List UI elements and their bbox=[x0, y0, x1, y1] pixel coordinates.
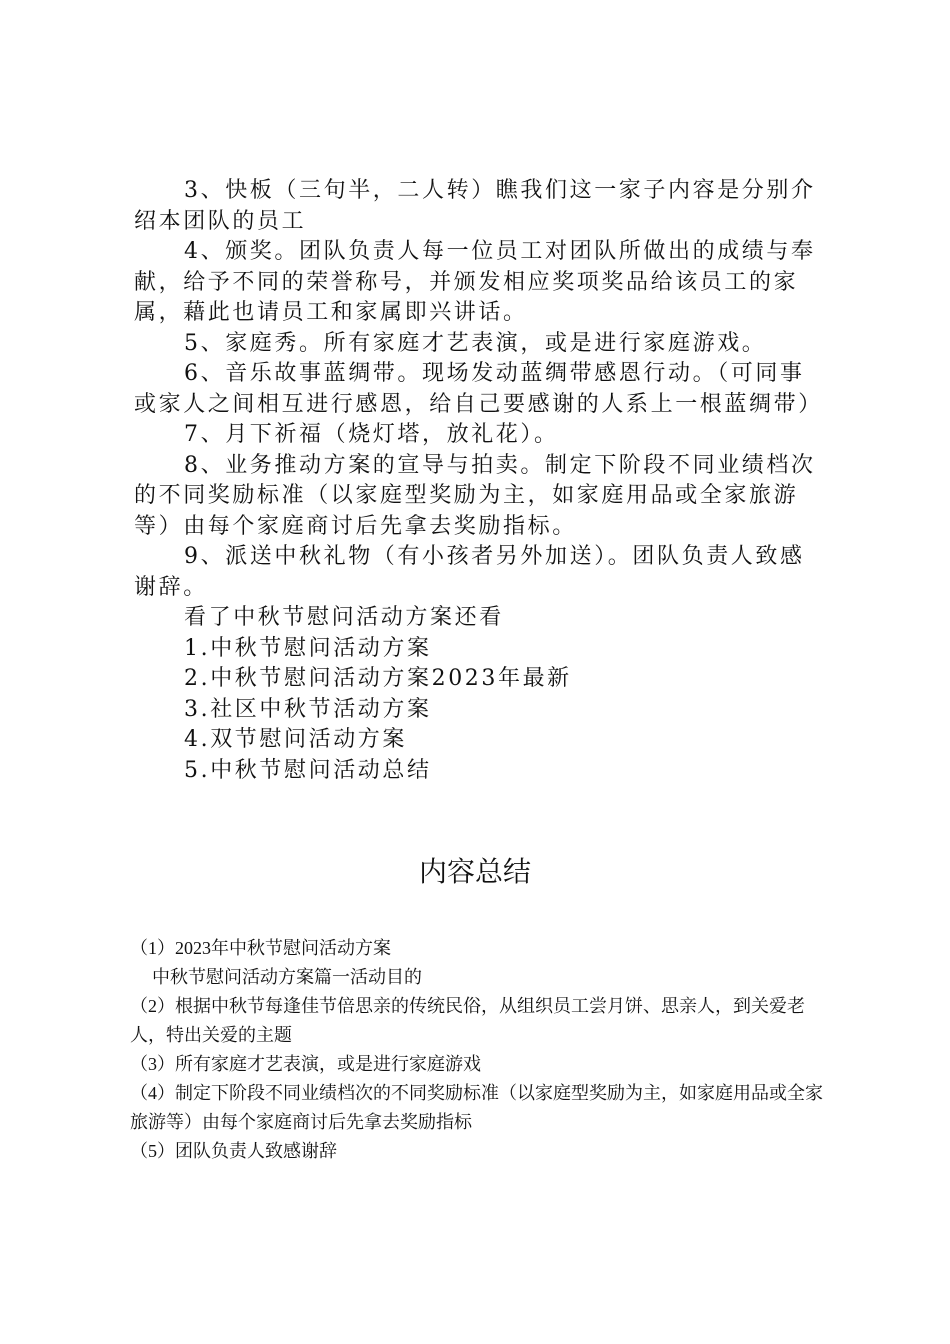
summary-title: 内容总结 bbox=[418, 857, 531, 888]
related-heading: 看了中秋节慰问活动方案还看 bbox=[184, 605, 504, 630]
paragraph-item-4: 4、颁奖。团队负责人每一位员工对团队所做出的成绩与奉献，给予不同的荣誉称号，并颁发相应奖项奖品给该员工的家属，藉此也请员工和家属即兴讲话。 bbox=[134, 239, 816, 325]
summary-item: （2）根据中秋节每逢佳节倍思亲的传统民俗，从组织员工尝月饼、思亲人，到关爱老人，特出关爱的主题 bbox=[130, 996, 805, 1045]
summary-item: （4）制定下阶段不同业绩档次的不同奖励标准（以家庭型奖励为主，如家庭用品或全家旅游等）由每个家庭商讨后先拿去奖励指标 bbox=[130, 1083, 823, 1132]
body-text bbox=[134, 176, 824, 786]
paragraph-item-9: 9、派送中秋礼物（有小孩者另外加送）。团队负责人致感谢辞。 bbox=[134, 544, 805, 600]
summary-item: 中秋节慰问活动方案篇一活动目的 bbox=[152, 967, 422, 987]
paragraph-item-5: 5、家庭秀。所有家庭才艺表演，或是进行家庭游戏。 bbox=[184, 330, 767, 356]
paragraph-item-7: 7、月下祈福（烧灯塔，放礼花）。 bbox=[184, 422, 559, 447]
summary-item: （5）团队负责人致感谢辞 bbox=[130, 1141, 337, 1161]
related-links bbox=[134, 603, 824, 786]
related-link[interactable]: 4.双节慰问活动方案 bbox=[184, 727, 407, 752]
related-link[interactable]: 2.中秋节慰问活动方案2023年最新 bbox=[184, 666, 572, 691]
summary-section bbox=[130, 934, 830, 1166]
related-link[interactable]: 3.社区中秋节活动方案 bbox=[184, 696, 432, 722]
related-link[interactable]: 5.中秋节慰问活动总结 bbox=[184, 757, 432, 783]
paragraph-item-6: 6、音乐故事蓝绸带。现场发动蓝绸带感恩行动。（可同事或家人之间相互进行感恩，给自己要感谢的人系上一根蓝绸带） bbox=[134, 361, 823, 417]
summary-item: （3）所有家庭才艺表演，或是进行家庭游戏 bbox=[130, 1054, 481, 1074]
related-link[interactable]: 1.中秋节慰问活动方案 bbox=[184, 635, 432, 661]
paragraph-item-3: 3、快板（三句半，二人转）瞧我们这一家子内容是分别介绍本团队的员工 bbox=[134, 178, 816, 234]
paragraph-item-8: 8、业务推动方案的宣导与拍卖。制定下阶段不同业绩档次的不同奖励标准（以家庭型奖励为主，如家庭用品或全家旅游等）由每个家庭商讨后先拿去奖励指标。 bbox=[134, 452, 816, 539]
summary-item: （1）2023年中秋节慰问活动方案 bbox=[130, 938, 391, 958]
